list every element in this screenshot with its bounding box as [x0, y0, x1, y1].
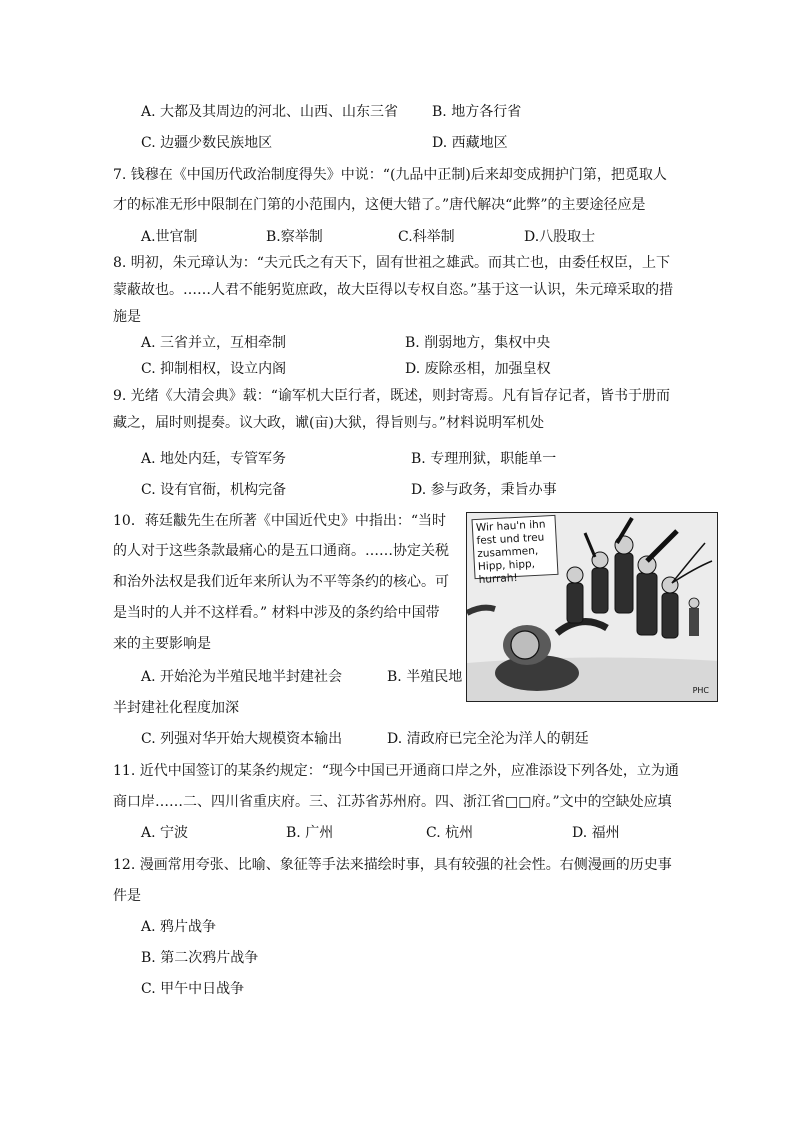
q8-option-a: A. 三省并立，互相牵制 — [141, 335, 287, 351]
q6-option-a: A. 大都及其周边的河北、山西、山东三省 — [141, 104, 399, 120]
q8-stem-line3: 施是 — [113, 309, 141, 325]
q7-option-b: B.察举制 — [266, 229, 323, 245]
q11-option-d: D. 福州 — [572, 825, 620, 841]
q10-option-d: D. 清政府已完全沦为洋人的朝廷 — [387, 731, 589, 747]
q10-option-a: A. 开始沦为半殖民地半封建社会 — [141, 669, 343, 685]
q10-stem-line1: 10．蒋廷黻先生在所著《中国近代史》中指出：“当时 — [113, 513, 446, 529]
q9-option-a: A. 地处内廷，专管军务 — [141, 451, 287, 467]
q10-stem-line2: 的人对于这些条款最痛心的是五口通商。……协定关税 — [113, 543, 449, 559]
q9-stem-line2: 藏之，届时则提奏。议大政，谳(亩)大狱，得旨则与。”材料说明军机处 — [113, 415, 545, 431]
q12-option-b: B. 第二次鸦片战争 — [141, 950, 259, 966]
q9-option-c: C. 设有官衙，机构完备 — [141, 482, 287, 498]
q10-stem-line3: 和治外法权是我们近年来所认为不平等条约的核心。可 — [113, 574, 449, 590]
q10-option-c: C. 列强对华开始大规模资本输出 — [141, 731, 343, 747]
q7-option-c: C.科举制 — [398, 229, 455, 245]
q8-stem-line2: 蒙蔽故也。……人君不能躬览庶政，故大臣得以专权自恣。”基于这一认识，朱元璋采取的措 — [113, 282, 674, 298]
q6-option-c: C. 边疆少数民族地区 — [141, 135, 273, 151]
q10-stem-line4: 是当时的人并不这样看。” 材料中涉及的条约给中国带 — [113, 605, 440, 621]
q10-option-b: B. 半殖民地 — [387, 669, 463, 685]
q8-option-d: D. 废除丞相，加强皇权 — [405, 361, 551, 377]
q7-stem-line1: 7. 钱穆在《中国历代政治制度得失》中说：“(九品中正制)后来却变成拥护门第，把觅取人 — [113, 167, 667, 183]
q9-stem-line1: 9. 光绪《大清会典》载：“谕军机大臣行者，既述，则封寄焉。凡有旨存记者，皆书于册而 — [113, 388, 670, 404]
q11-option-b: B. 广州 — [286, 825, 334, 841]
q10-option-b-continued: 半封建社化程度加深 — [113, 700, 239, 716]
q6-option-b: B. 地方各行省 — [432, 104, 522, 120]
q8-option-b: B. 削弱地方，集权中央 — [405, 335, 551, 351]
q8-stem-line1: 8. 明初，朱元璋认为：“夫元氏之有天下，固有世祖之雄武。而其亡也，由委任权臣，上下 — [113, 255, 670, 271]
q11-stem-line2: 商口岸……二、四川省重庆府。三、江苏省苏州府。四、浙江省□□府。”文中的空缺处应填 — [113, 794, 672, 810]
q8-option-c: C. 抑制相权，设立内阁 — [141, 361, 287, 377]
q7-option-d: D.八股取士 — [524, 229, 596, 245]
cartoon-caption: Wir hau'n ihn fest und treu zusammen, Hipp, hipp, hurrah! — [471, 515, 558, 579]
q9-option-d: D. 参与政务，秉旨办事 — [411, 482, 557, 498]
q12-stem-line2: 件是 — [113, 888, 141, 904]
q10-stem-line5: 来的主要影响是 — [113, 636, 211, 652]
q7-stem-line2: 才的标准无形中限制在门第的小范围内，这便大错了。”唐代解决“此弊”的主要途径应是 — [113, 197, 646, 213]
q7-option-a: A.世官制 — [141, 229, 198, 245]
cartoon-signature: PHC — [692, 686, 709, 695]
q12-stem-line1: 12. 漫画常用夸张、比喻、象征等手法来描绘时事，具有较强的社会性。右侧漫画的历史事 — [113, 857, 672, 873]
q11-option-c: C. 杭州 — [426, 825, 474, 841]
q12-option-a: A. 鸦片战争 — [141, 919, 217, 935]
q9-option-b: B. 专理刑狱，职能单一 — [411, 451, 557, 467]
q12-option-c: C. 甲午中日战争 — [141, 981, 245, 997]
q11-stem-line1: 11. 近代中国签订的某条约规定：“现今中国已开通商口岸之外，应准添设下列各处，立为通 — [113, 763, 679, 779]
q11-option-a: A. 宁波 — [141, 825, 189, 841]
q6-option-d: D. 西藏地区 — [432, 135, 508, 151]
cartoon-illustration — [466, 512, 718, 702]
